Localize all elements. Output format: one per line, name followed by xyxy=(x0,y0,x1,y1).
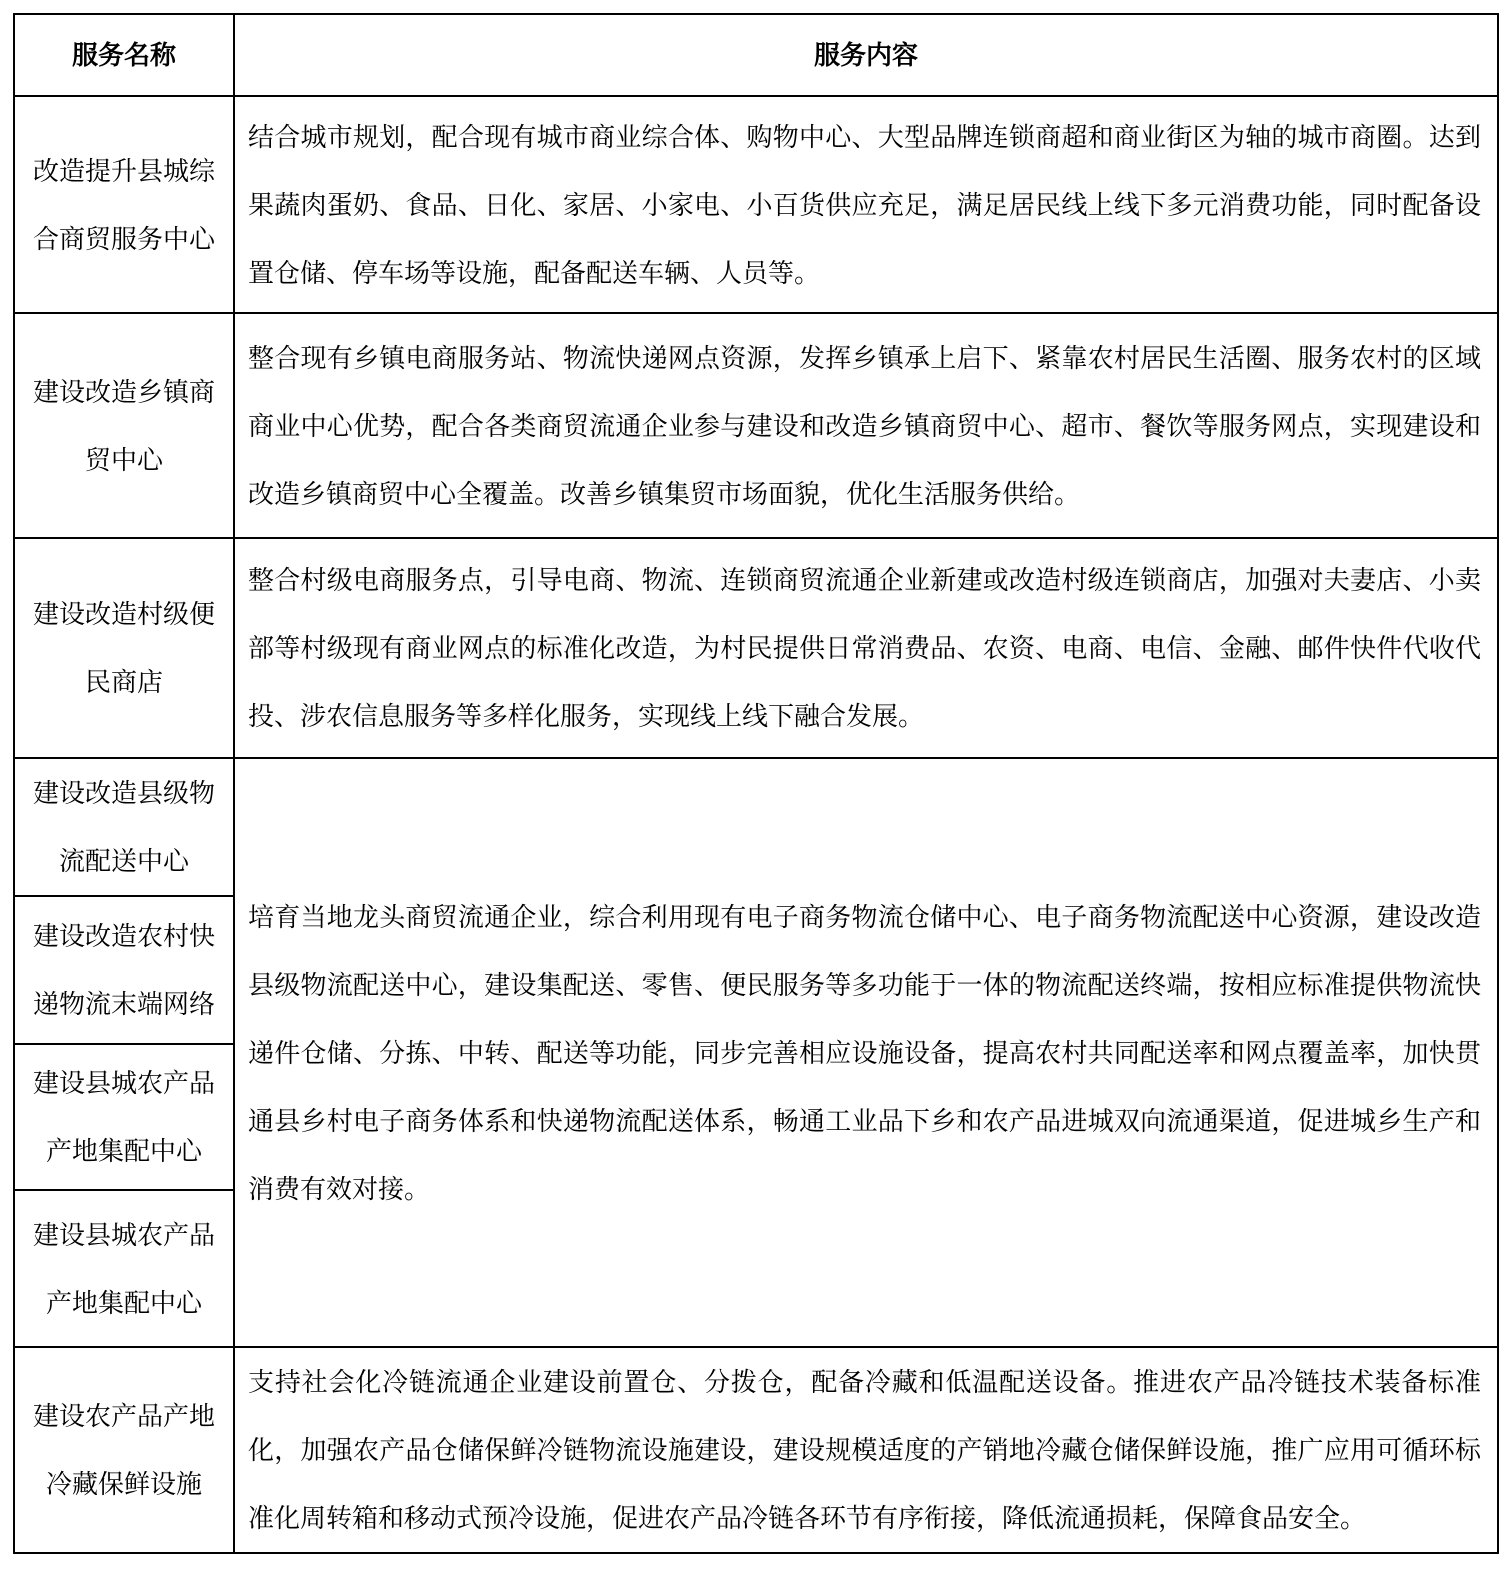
column-header-service-content: 服务内容 xyxy=(234,14,1498,96)
service-name-cell: 建设改造农村快递物流末端网络 xyxy=(14,896,234,1044)
service-name-cell: 改造提升县城综合商贸服务中心 xyxy=(14,96,234,313)
service-name-cell: 建设农产品产地冷藏保鲜设施 xyxy=(14,1347,234,1553)
services-table xyxy=(13,13,1499,1554)
service-content-cell-merged: 培育当地龙头商贸流通企业，综合利用现有电子商务物流仓储中心、电子商务物流配送中心资源，建设改造县级物流配送中心，建设集配送、零售、便民服务等多功能于一体的物流配送终端，按相应标准提供物流快递件仓储、分拣、中转、配送等功能，同步完善相应设施设备，提高农村共同配送率和网点覆盖率，加快贯通县乡村电子商务体系和快递物流配送体系，畅通工业品下乡和农产品进城双向流通渠道，促进城乡生产和消费有效对接。 xyxy=(234,758,1498,1347)
service-name-cell: 建设改造乡镇商贸中心 xyxy=(14,313,234,538)
service-name-cell: 建设改造村级便民商店 xyxy=(14,538,234,758)
service-content-cell: 整合现有乡镇电商服务站、物流快递网点资源，发挥乡镇承上启下、紧靠农村居民生活圈、服务农村的区域商业中心优势，配合各类商贸流通企业参与建设和改造乡镇商贸中心、超市、餐饮等服务网点，实现建设和改造乡镇商贸中心全覆盖。改善乡镇集贸市场面貌，优化生活服务供给。 xyxy=(234,313,1498,538)
header-row xyxy=(14,14,1498,96)
service-content-cell: 结合城市规划，配合现有城市商业综合体、购物中心、大型品牌连锁商超和商业街区为轴的城市商圈。达到果蔬肉蛋奶、食品、日化、家居、小家电、小百货供应充足，满足居民线上线下多元消费功能，同时配备设置仓储、停车场等设施，配备配送车辆、人员等。 xyxy=(234,96,1498,313)
table-row xyxy=(14,1347,1498,1553)
table-row xyxy=(14,758,1498,896)
service-content-cell: 支持社会化冷链流通企业建设前置仓、分拨仓，配备冷藏和低温配送设备。推进农产品冷链技术装备标准化，加强农产品仓储保鲜冷链物流设施建设，建设规模适度的产销地冷藏仓储保鲜设施，推广应用可循环标准化周转箱和移动式预冷设施，促进农产品冷链各环节有序衔接，降低流通损耗，保障食品安全。 xyxy=(234,1347,1498,1553)
service-name-cell: 建设县城农产品产地集配中心 xyxy=(14,1190,234,1347)
service-content-cell: 整合村级电商服务点，引导电商、物流、连锁商贸流通企业新建或改造村级连锁商店，加强对夫妻店、小卖部等村级现有商业网点的标准化改造，为村民提供日常消费品、农资、电商、电信、金融、邮件快件代收代投、涉农信息服务等多样化服务，实现线上线下融合发展。 xyxy=(234,538,1498,758)
column-header-service-name: 服务名称 xyxy=(14,14,234,96)
table-row xyxy=(14,538,1498,758)
service-name-cell: 建设县城农产品产地集配中心 xyxy=(14,1044,234,1190)
table-row xyxy=(14,96,1498,313)
table-row xyxy=(14,313,1498,538)
service-name-cell: 建设改造县级物流配送中心 xyxy=(14,758,234,896)
